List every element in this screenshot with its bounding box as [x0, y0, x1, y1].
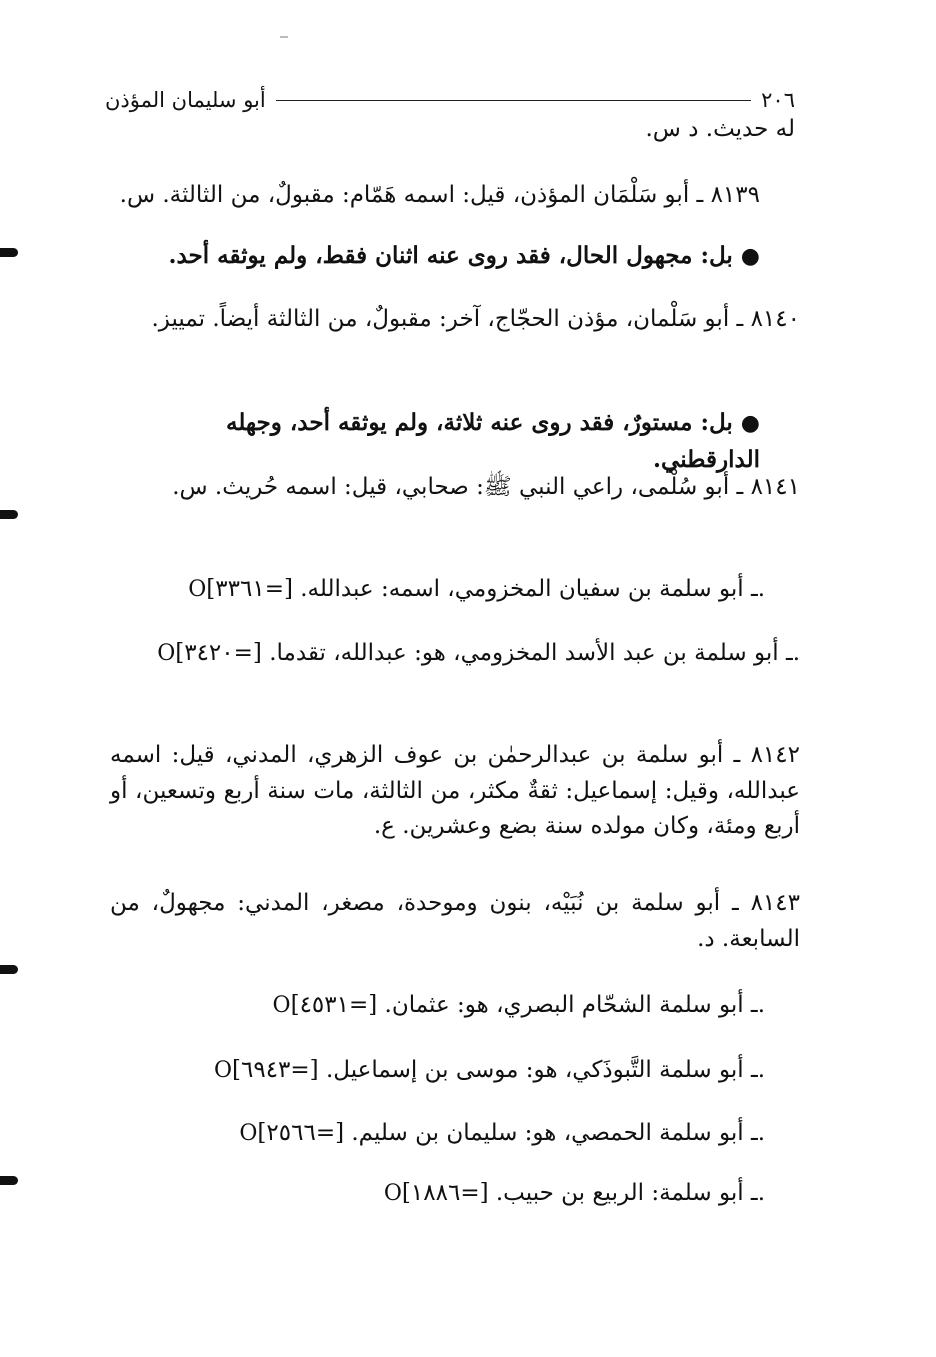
entry-8143: ٨١٤٣ ـ أبو سلمة بن نُبَيْه، بنون وموحدة، مصغر، المدني: مجهولٌ، من السابعة. د.	[110, 890, 800, 952]
entry-8142: ٨١٤٢ ـ أبو سلمة بن عبدالرحمٰن بن عوف الزهري، المدني، قيل: اسمه عبدالله، وقيل: إسماعيل: ثقةٌ مكثر، من الثالثة، مات سنة أربع وتسعين، أو أربع ومئة، وكان مولده سنة بضع وعشرين. ع.	[110, 742, 800, 840]
page-number: ٢٠٦	[761, 88, 795, 112]
entry-continuation: له حديث. د س.	[645, 116, 795, 142]
crossref-tabudhaki: Oـ أبو سلمة التَّبوذَكي، هو: موسى بن إسماعيل. [=٦٩٤٣].	[213, 1057, 765, 1083]
crossref-abdulasad: Oـ أبو سلمة بن عبد الأسد المخزومي، هو: عبدالله، تقدما. [=٣٤٢٠].	[157, 640, 800, 666]
crossref-rabi: Oـ أبو سلمة: الربيع بن حبيب. [=١٨٨٦].	[383, 1180, 765, 1206]
crossref-himsi: Oـ أبو سلمة الحمصي، هو: سليمان بن سليم. [=٢٥٦٦].	[239, 1120, 765, 1146]
binding-mark	[0, 510, 18, 519]
binding-mark	[0, 1176, 18, 1185]
entry-8141: ٨١٤١ ـ أبو سُلْمى، راعي النبي ﷺ: صحابي، قيل: اسمه حُريث. س.	[172, 474, 800, 500]
ring-circle-icon: O	[213, 1058, 232, 1083]
running-title: أبو سليمان المؤذن	[105, 88, 266, 112]
header-rule	[276, 100, 751, 101]
crossref-sufyan: Oـ أبو سلمة بن سفيان المخزومي، اسمه: عبدالله. [=٣٣٦١].	[188, 576, 765, 602]
ring-circle-icon: O	[383, 1181, 402, 1206]
binding-mark	[0, 965, 18, 974]
filled-circle-icon: ●	[740, 244, 760, 269]
crossref-shahham: Oـ أبو سلمة الشحّام البصري، هو: عثمان. [=٤٥٣١].	[272, 992, 765, 1018]
entry-8140: ٨١٤٠ ـ أبو سَلْمان، مؤذن الحجّاج، آخر: مقبولٌ، من الثالثة أيضاً. تمييز.	[151, 306, 800, 332]
comment-8140: ●بل: مستورٌ، فقد روى عنه ثلاثة، ولم يوثقه أحد، وجهله الدارقطني.	[225, 409, 760, 473]
ring-circle-icon: O	[272, 993, 291, 1018]
ring-circle-icon: O	[239, 1121, 258, 1146]
filled-circle-icon: ●	[740, 411, 760, 436]
scan-speck	[280, 36, 288, 38]
ring-circle-icon: O	[188, 577, 207, 602]
binding-mark	[0, 248, 18, 257]
entry-8139: ٨١٣٩ ـ أبو سَلْمَان المؤذن، قيل: اسمه هَمّام: مقبولٌ، من الثالثة. س.	[119, 182, 760, 208]
ring-circle-icon: O	[157, 641, 176, 666]
comment-8139: ●بل: مجهول الحال، فقد روى عنه اثنان فقط، ولم يوثقه أحد.	[168, 242, 760, 269]
